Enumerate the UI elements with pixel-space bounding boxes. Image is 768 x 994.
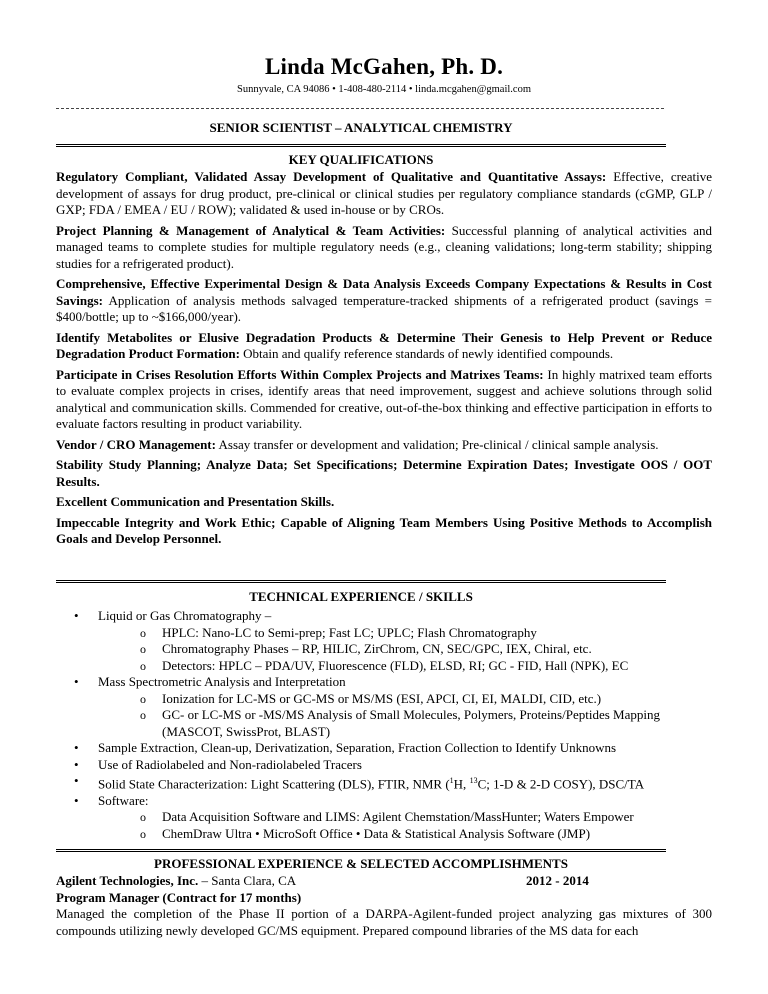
job-role: Program Manager (Contract for 17 months) (56, 889, 302, 905)
skill-item: • Use of Radiolabeled and Non-radiolabeled Tracers (56, 757, 712, 774)
skill-subitem: o Ionization for LC-MS or GC-MS or MS/MS (ESI, APCI, CI, EI, MALDI, CID, etc.) (98, 691, 712, 708)
qualification-item: Identify Metabolites or Elusive Degradation Products & Determine Their Genesis to Help Prevent or Reduce Degradation Product Formation: Obtain and qualify reference standards of newly identified compounds. (56, 329, 712, 361)
skill-subitem: o Data Acquisition Software and LIMS: Agilent Chemstation/MassHunter; Waters Empower (98, 809, 712, 826)
candidate-name: Linda McGahen, Ph. D. (264, 54, 504, 79)
job-description: Managed the completion of the Phase II portion of a DARPA-Agilent-funded project analyzing gas mixtures of 300 compounds utilizing newly developed GC/MS equipment. Prepared compound libraries of the MS data for each (56, 906, 712, 938)
qualifications-heading: KEY QUALIFICATIONS (288, 152, 434, 167)
qualification-item: Excellent Communication and Presentation Skills. (56, 494, 335, 509)
skill-subitem: o GC- or LC-MS or -MS/MS Analysis of Small Molecules, Polymers, Proteins/Peptides Mapping (MASCOT, SwissProt, BLAST) (98, 707, 712, 740)
employer-location: – Santa Clara, CA (198, 873, 297, 888)
qualification-item: Vendor / CRO Management: Assay transfer or development and validation; Pre-clinical / clinical sample analysis. (56, 436, 659, 452)
skill-item: • Sample Extraction, Clean-up, Derivatization, Separation, Fraction Collection to Identify Unknowns (56, 740, 712, 757)
section-divider (56, 144, 666, 147)
skills-list (56, 608, 712, 842)
skill-item: • Solid State Characterization: Light Scattering (DLS), FTIR, NMR ($^1$H, $^{13}$C; 1-D & 2-D COSY), DSC/TA (56, 773, 712, 793)
qualification-item: Participate in Crises Resolution Efforts Within Complex Projects and Matrixes Teams: In highly matrixed team efforts to evaluate complex projects in crises, identify areas that need improvement, suggest and achieve solutions through solid analytical and communication skills. Commended for creative, out-of-the-box thinking and effective participation in efforts to evaluate factors resulting in product variability. (56, 366, 713, 431)
header-divider (56, 108, 664, 109)
qualifications-list (56, 169, 712, 552)
section-divider (56, 580, 666, 583)
contact-info: Sunnyvale, CA 94086 • 1-408-480-2114 • linda.mcgahen@gmail.com (237, 84, 531, 95)
qualification-item: Project Planning & Management of Analytical & Team Activities: Successful planning of analytical activities and managed teams to complete studies for multiple regulatory needs (e.g., cleaning validations; long-term stability; shipping studies for a refrigerated product). (56, 222, 712, 271)
experience-heading: PROFESSIONAL EXPERIENCE & SELECTED ACCOMPLISHMENTS (154, 856, 568, 871)
skill-subitem: o ChemDraw Ultra • MicroSoft Office • Data & Statistical Analysis Software (JMP) (98, 826, 712, 843)
skill-item: • Software: o Data Acquisition Software and LIMS: Agilent Chemstation/MassHunter; Waters Empower o ChemDraw Ultra • MicroSoft Office • Data & Statistical Analysis Software (JMP) (56, 793, 712, 843)
employment-dates: 2012 - 2014 (526, 873, 589, 888)
skill-subitem: o HPLC: Nano-LC to Semi-prep; Fast LC; UPLC; Flash Chromatography (98, 625, 712, 642)
skill-item: • Liquid or Gas Chromatography – o HPLC: Nano-LC to Semi-prep; Fast LC; UPLC; Flash Chromatography o Chromatography Phases – RP, HILIC, ZirChrom, CN, SEC/GPC, IEX, Chiral, etc. o Detectors: HPLC – PDA/UV, Fluorescence (FLD), ELSD, RI; GC - FID, Hall (NPK), EC (56, 608, 712, 674)
skill-item: • Mass Spectrometric Analysis and Interpretation o Ionization for LC-MS or GC-MS or MS/MS (ESI, APCI, CI, EI, MALDI, CID, etc.) o GC- or LC-MS or -MS/MS Analysis of Small Molecules, Polymers, Proteins/Peptides Mapping (MASCOT, SwissProt, BLAST) (56, 674, 712, 740)
job-title: SENIOR SCIENTIST – ANALYTICAL CHEMISTRY (209, 120, 513, 135)
employer-name: Agilent Technologies, Inc. (56, 873, 199, 888)
qualification-item: Regulatory Compliant, Validated Assay Development of Qualitative and Quantitative Assays: Effective, creative development of assays for drug product, pre-clinical or clinical studies per regulatory compliance standards (cGMP, GLP / GXP; FDA / EMEA / EU / ROW); validated & used in-house or by CROs. (56, 169, 712, 217)
skill-subitem: o Chromatography Phases – RP, HILIC, ZirChrom, CN, SEC/GPC, IEX, Chiral, etc. (98, 641, 712, 658)
employer-row (56, 873, 712, 890)
experience-section (56, 873, 712, 939)
section-divider (56, 849, 666, 852)
skill-subitem: o Detectors: HPLC – PDA/UV, Fluorescence (FLD), ELSD, RI; GC - FID, Hall (NPK), EC (98, 658, 712, 675)
qualification-item: Comprehensive, Effective Experimental Design & Data Analysis Exceeds Company Expectations & Results in Cost Savings: Application of analysis methods salvaged temperature-tracked shipments of a refrigerated product (savings = $400/bottle; up to ~$166,000/year). (56, 276, 712, 324)
skills-heading: TECHNICAL EXPERIENCE / SKILLS (249, 589, 473, 604)
qualification-item: Stability Study Planning; Analyze Data; Set Specifications; Determine Expiration Dates; Investigate OOS / OOT Results. (56, 457, 712, 489)
qualification-item: Impeccable Integrity and Work Ethic; Capable of Aligning Team Members Using Positive Methods to Accomplish Goals and Develop Personnel. (56, 514, 712, 546)
